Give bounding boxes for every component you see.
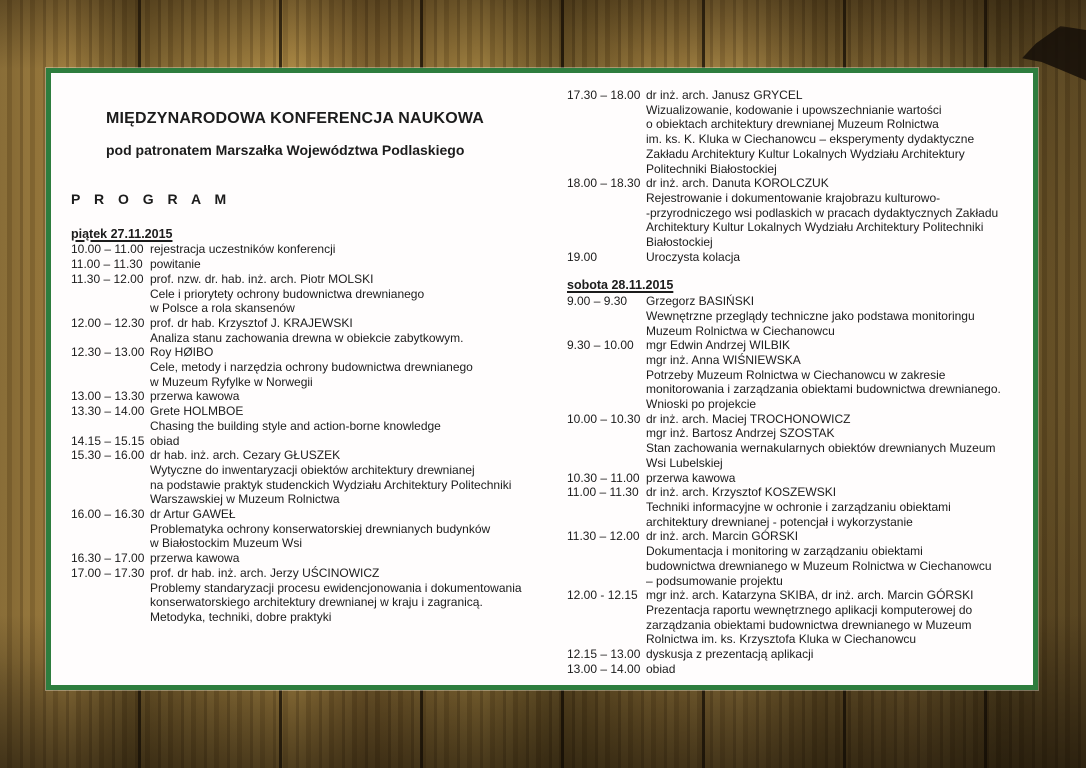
schedule-item (71, 242, 549, 257)
session-line: Architektury Kultur Lokalnych Wydziału Architektury Politechniki (646, 220, 984, 235)
session-line: o obiektach architektury drewnianej Muzeum Rolnictwa (646, 117, 939, 132)
time-range: 19.00 (567, 249, 598, 264)
session-line: mgr inż. arch. Katarzyna SKIBA, dr inż. arch. Marcin GÓRSKI (646, 588, 974, 603)
session-line: Zakładu Architektury Kultur Lokalnych Wydziału Architektury (646, 146, 965, 161)
session-description (150, 448, 549, 507)
schedule-sections-left (71, 227, 549, 625)
session-line: Stan zachowania wernakularnych obiektów drewnianych Muzeum (646, 441, 996, 456)
schedule-item (567, 662, 1027, 677)
session-line: monitorowania i zarządzania obiektami budownictwa drewnianego. (646, 382, 1001, 397)
session-line: Problemy standaryzacji procesu ewidencjonowania i dokumentowania (150, 580, 522, 595)
time-range: 17.30 – 18.00 (567, 88, 641, 102)
schedule-item (71, 272, 549, 316)
session-line: budownictwa drewnianego w Muzeum Rolnictwa w Ciechanowcu (646, 558, 992, 573)
schedule-item (567, 485, 1027, 529)
schedule-item (567, 176, 1027, 250)
session-line: prof. dr hab. inż. arch. Jerzy UŚCINOWICZ (150, 565, 380, 580)
session-description (150, 389, 549, 404)
schedule-item (71, 404, 549, 433)
schedule-section (567, 278, 1027, 676)
schedule-item (567, 588, 1027, 647)
session-line: konserwatorskiego architektury drewnianej w kraju i zagranicą. (150, 595, 483, 610)
session-line: w Polsce a rola skansenów (150, 301, 295, 316)
session-line: dr inż. arch. Krzysztof KOSZEWSKI (646, 485, 837, 500)
session-description (646, 294, 1027, 338)
session-line: w Muzeum Ryfylke w Norwegii (150, 374, 313, 389)
time-range: 16.00 – 16.30 (71, 507, 145, 522)
session-line: Cele i priorytety ochrony budownictwa drewnianego (150, 286, 425, 301)
time-range: 15.30 – 16.00 (71, 448, 145, 463)
session-line: dr Artur GAWEŁ (150, 507, 236, 522)
session-line: Rolnictwa im. ks. Krzysztofa Kluka w Ciechanowcu (646, 632, 917, 647)
time-range: 12.00 - 12.15 (567, 588, 638, 603)
session-line: Warszawskiej w Muzeum Rolnictwa (150, 492, 340, 507)
session-description (150, 316, 549, 345)
session-description (646, 529, 1027, 588)
time-range: 12.00 – 12.30 (71, 315, 145, 330)
time-range: 11.30 – 12.00 (71, 271, 144, 286)
schedule-item (71, 566, 549, 625)
session-description (646, 338, 1027, 412)
session-description (150, 434, 549, 449)
session-line: Rejestrowanie i dokumentowanie krajobrazu kulturowo- (646, 190, 941, 205)
session-line: zarządzania obiektami budownictwa drewnianego w Muzeum (646, 617, 972, 632)
session-line: Problematyka ochrony konserwatorskiej drewnianych budynków (150, 521, 491, 536)
time-range: 13.00 – 13.30 (71, 389, 145, 404)
session-line: obiad (646, 661, 676, 676)
session-line: Wizualizowanie, kodowanie i upowszechnianie wartości (646, 102, 942, 117)
session-line: Uroczysta kolacja (646, 249, 741, 264)
session-line: architektury drewnianej - potencjał i wykorzystanie (646, 514, 913, 529)
session-line: dr inż. arch. Marcin GÓRSKI (646, 529, 799, 544)
session-description (150, 272, 549, 316)
time-range: 9.00 – 9.30 (567, 294, 628, 309)
session-line: Wnioski po projekcie (646, 397, 757, 412)
schedule-item (71, 316, 549, 345)
schedule-item (71, 389, 549, 404)
schedule-section (71, 227, 549, 625)
session-line: Chasing the building style and action-borne knowledge (150, 418, 441, 433)
session-line: Grete HOLMBOE (150, 404, 244, 419)
session-line: Wytyczne do inwentaryzacji obiektów architektury drewnianej (150, 462, 475, 477)
time-range: 11.00 – 11.30 (567, 485, 639, 500)
session-line: Muzeum Rolnictwa w Ciechanowcu (646, 323, 835, 338)
time-range: 12.30 – 13.00 (71, 345, 145, 360)
time-range: 10.30 – 11.00 (567, 470, 640, 485)
time-range: 13.00 – 14.00 (567, 661, 641, 676)
session-line: Techniki informacyjne w ochronie i zarządzaniu obiektami (646, 499, 951, 514)
session-line: dr inż. arch. Maciej TROCHONOWICZ (646, 411, 851, 426)
session-line: dyskusja z prezentacją aplikacji (646, 647, 814, 662)
schedule-item (71, 448, 549, 507)
conference-title: MIĘDZYNARODOWA KONFERENCJA NAUKOWA (106, 110, 485, 127)
schedule-item (71, 551, 549, 566)
session-description (150, 257, 549, 272)
session-line: powitanie (150, 257, 201, 272)
session-line: rejestracja uczestników konferencji (150, 242, 336, 257)
session-description (646, 176, 1027, 250)
schedule-item (567, 338, 1027, 412)
session-line: Prezentacja raportu wewnętrznego aplikacji komputerowej do (646, 602, 973, 617)
schedule-item (567, 294, 1027, 338)
schedule-item (71, 345, 549, 389)
session-line: Dokumentacja i monitoring w zarządzaniu obiektami (646, 544, 923, 559)
session-line: przerwa kawowa (646, 470, 736, 485)
session-line: mgr inż. Anna WIŚNIEWSKA (646, 352, 801, 367)
day-heading: piątek 27.11.2015 (71, 226, 173, 241)
time-range: 11.30 – 12.00 (567, 529, 640, 544)
program-label: P R O G R A M (71, 191, 232, 207)
session-line: Politechniki Białostockiej (646, 161, 777, 176)
session-description (646, 250, 1027, 265)
session-description (150, 345, 549, 389)
schedule-item (71, 257, 549, 272)
session-description (646, 588, 1027, 647)
session-description (150, 242, 549, 257)
session-line: Potrzeby Muzeum Rolnictwa w Ciechanowcu w zakresie (646, 367, 946, 382)
schedule-item (567, 529, 1027, 588)
session-line: Wewnętrzne przeglądy techniczne jako podstawa monitoringu (646, 308, 975, 323)
session-description (646, 647, 1027, 662)
session-description (646, 485, 1027, 529)
schedule-item (567, 88, 1027, 176)
session-line: Metodyka, techniki, dobre praktyki (150, 609, 332, 624)
session-line: dr inż. arch. Janusz GRYCEL (646, 88, 803, 102)
session-description (150, 566, 549, 625)
program-card (46, 68, 1038, 690)
session-line: prof. nzw. dr. hab. inż. arch. Piotr MOLSKI (150, 271, 374, 286)
session-line: prof. dr hab. Krzysztof J. KRAJEWSKI (150, 315, 353, 330)
time-range: 16.30 – 17.00 (71, 551, 145, 566)
program-left-column (71, 110, 549, 625)
schedule-item (71, 434, 549, 449)
session-line: Roy HØIBO (150, 345, 214, 360)
schedule-item (71, 507, 549, 551)
session-line: przerwa kawowa (150, 389, 240, 404)
session-line: przerwa kawowa (150, 551, 240, 566)
session-line: mgr inż. Bartosz Andrzej SZOSTAK (646, 426, 835, 441)
session-line: Grzegorz BASIŃSKI (646, 294, 755, 309)
session-description (646, 412, 1027, 471)
time-range: 10.00 – 10.30 (567, 411, 641, 426)
session-line: na podstawie praktyk studenckich Wydziału Architektury Politechniki (150, 477, 512, 492)
time-range: 10.00 – 11.00 (71, 242, 144, 257)
conference-subtitle: pod patronatem Marszałka Województwa Podlaskiego (106, 142, 465, 158)
time-range: 13.30 – 14.00 (71, 404, 145, 419)
session-line: Wsi Lubelskiej (646, 455, 723, 470)
session-description (646, 88, 1027, 176)
session-line: Cele, metody i narzędzia ochrony budownictwa drewnianego (150, 360, 473, 375)
schedule-item (567, 250, 1027, 265)
session-description (150, 404, 549, 433)
session-line: – podsumowanie projektu (646, 573, 783, 588)
session-line: im. ks. K. Kluka w Ciechanowcu – eksperymenty dydaktyczne (646, 132, 975, 147)
schedule-item (567, 412, 1027, 471)
schedule-sections-right (567, 88, 1027, 676)
session-line: Analiza stanu zachowania drewna w obiekcie zabytkowym. (150, 330, 464, 345)
session-description (646, 471, 1027, 486)
session-description (150, 551, 549, 566)
time-range: 11.00 – 11.30 (71, 257, 143, 272)
schedule-item (567, 647, 1027, 662)
session-line: w Białostockim Muzeum Wsi (150, 536, 303, 551)
schedule-item (567, 471, 1027, 486)
time-range: 9.30 – 10.00 (567, 338, 634, 353)
session-line: Białostockiej (646, 235, 713, 250)
session-description (646, 662, 1027, 677)
session-line: mgr Edwin Andrzej WILBIK (646, 338, 791, 353)
session-description (150, 507, 549, 551)
day-heading: sobota 28.11.2015 (567, 278, 674, 293)
program-right-column (567, 88, 1027, 676)
session-line: dr hab. inż. arch. Cezary GŁUSZEK (150, 448, 341, 463)
time-range: 12.15 – 13.00 (567, 647, 641, 662)
time-range: 18.00 – 18.30 (567, 176, 641, 191)
time-range: 14.15 – 15.15 (71, 433, 145, 448)
session-line: -przyrodniczego wsi podlaskich w pracach dydaktycznych Zakładu (646, 205, 999, 220)
time-range: 17.00 – 17.30 (71, 565, 145, 580)
schedule-section (567, 88, 1027, 264)
session-line: obiad (150, 433, 180, 448)
session-line: dr inż. arch. Danuta KOROLCZUK (646, 176, 829, 191)
